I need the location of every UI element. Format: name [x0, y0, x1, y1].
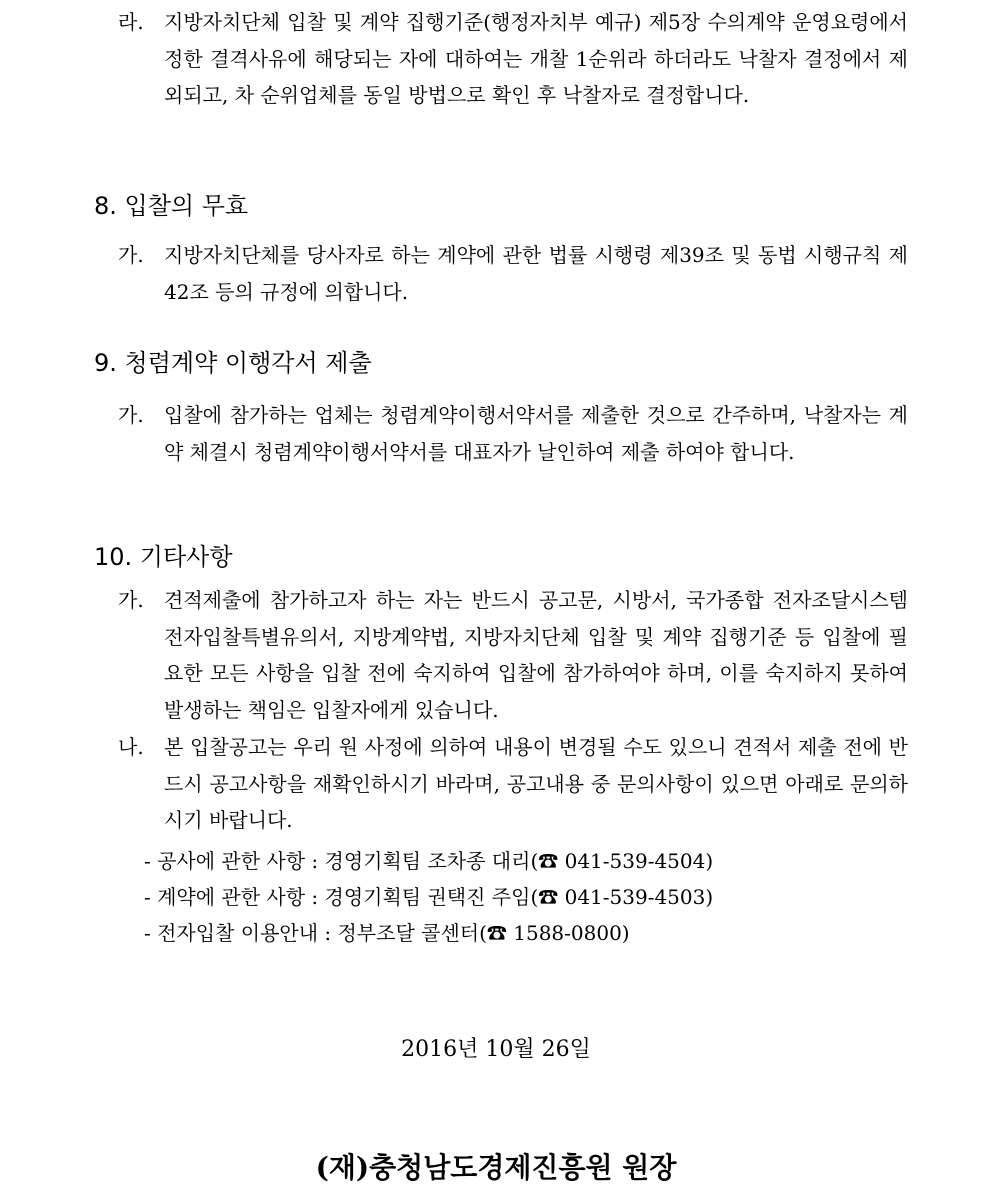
list-item-text: 본 입찰공고는 우리 원 사정에 의하여 내용이 변경될 수도 있으니 견적서 제출 전에 반드시 공고사항을 재확인하시기 바라며, 공고내용 중 문의사항이 있으면 아래로 문의하시기 바랍니다.	[164, 735, 908, 833]
notice-date: 2016년 10월 26일	[401, 1037, 591, 1062]
contact-line-e-bidding: - 전자입찰 이용안내 : 정부조달 콜센터(☎ 1588-0800)	[144, 921, 630, 945]
contact-line-construction: - 공사에 관한 사항 : 경영기획팀 조차종 대리(☎ 041-539-4504)	[144, 849, 714, 873]
list-item-10-na	[118, 729, 908, 839]
list-item-text: 지방자치단체를 당사자로 하는 계약에 관한 법률 시행령 제39조 및 동법 시행규칙 제42조 등의 규정에 의합니다.	[164, 243, 908, 304]
section-heading-8: 8. 입찰의 무효	[94, 192, 249, 220]
list-item-text: 지방자치단체 입찰 및 계약 집행기준(행정자치부 예규) 제5장 수의계약 운영요령에서 정한 결격사유에 해당되는 자에 대하여는 개찰 1순위라 하더라도 낙찰자 결정에서 제외되고, 차 순위업체를 동일 방법으로 확인 후 낙찰자로 결정합니다.	[164, 10, 908, 108]
contact-line-contract: - 계약에 관한 사항 : 경영기획팀 권택진 주임(☎ 041-539-4503)	[144, 885, 714, 909]
section-heading-9: 9. 청렴계약 이행각서 제출	[94, 349, 372, 377]
list-marker: 가.	[118, 403, 144, 427]
list-marker: 라.	[118, 10, 144, 34]
list-marker: 가.	[118, 588, 144, 612]
list-marker: 나.	[118, 735, 144, 759]
list-item-9-ga	[118, 397, 908, 470]
list-item-ra	[118, 4, 908, 114]
list-item-text: 입찰에 참가하는 업체는 청렴계약이행서약서를 제출한 것으로 간주하며, 낙찰자는 계약 체결시 청렴계약이행서약서를 대표자가 날인하여 제출 하여야 합니다.	[164, 403, 908, 464]
list-item-8-ga	[118, 237, 908, 310]
issuer-signature: (재)충청남도경제진흥원 원장	[315, 1151, 677, 1184]
list-item-text: 견적제출에 참가하고자 하는 자는 반드시 공고문, 시방서, 국가종합 전자조달시스템 전자입찰특별유의서, 지방계약법, 지방자치단체 입찰 및 계약 집행기준 등 입찰에 필요한 모든 사항을 입찰 전에 숙지하여 입찰에 참가하여야 하며, 이를 숙지하지 못하여 발생하는 책임은 입찰자에게 있습니다.	[164, 588, 908, 722]
section-heading-10: 10. 기타사항	[94, 543, 233, 571]
list-marker: 가.	[118, 243, 144, 267]
list-item-10-ga	[118, 582, 908, 728]
